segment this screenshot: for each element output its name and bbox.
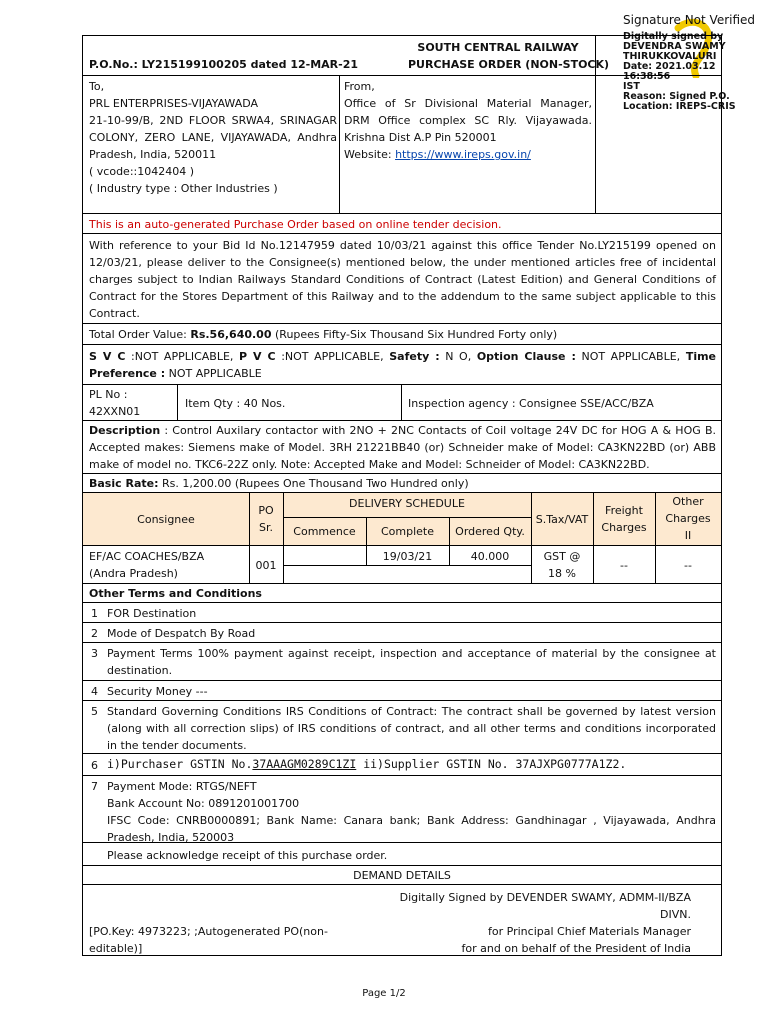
col-other-charges: Other Charges II [665,495,711,542]
description-text: : Control Auxilary contactor with 2NO + 2NC Contacts of Coil voltage 24V DC for HOG A & HOG B. Accepted makes: Siemens make of Model. 3RH 21221BB40 (or) Schneider make of Model: CA3KN22BD (or) ABB make of model no. TKC6-22Z only. Note: Accepted Make and Model: Schneider of Model: CA3KN22BD. [89,424,717,471]
ordered-qty-cell: 40.000 [470,550,510,563]
total-row [83,324,721,345]
from-block [344,78,592,163]
website-label: Website: [344,148,392,161]
signature-line: Digitally signed by [623,31,724,42]
svc-text: S V C :NOT APPLICABLE, P V C :NOT APPLICABLE, Safety : N O, Option Clause : NOT APPLICABLE, Time Preference : NOT APPLICABLE [89,350,717,380]
page-number: Page 1/2 [362,988,406,999]
total-words: (Rupees Fifty-Six Thousand Six Hundred Forty only) [275,328,558,341]
po-key: [PO.Key: 4973223; ;Autogenerated PO(non-editable)] [89,925,328,955]
header-row [83,36,721,76]
ack-row [83,843,721,866]
to-address: 21-10-99/B, 2ND FLOOR SRWA4, SRINAGAR COLONY, ZERO LANE, VIJAYAWADA, Andhra Pradesh, India, 520011 [89,114,337,161]
col-freight: Freight Charges [601,504,647,534]
col-complete: Complete [380,525,434,538]
signature-line: THIRUKKOVALURI [623,51,717,62]
gstin-text: i)Purchaser GSTIN No.37AAAGM0289C1ZI ii)Supplier GSTIN No. 37AJXPG0777A1Z2. [107,757,627,771]
svc-row [83,345,721,385]
term-row: 4 Security Money --- [83,681,721,701]
ack-text: Please acknowledge receipt of this purchase order. [107,849,388,862]
terms-title: Other Terms and Conditions [89,587,262,600]
col-stax: S.Tax/VAT [535,513,589,526]
term-row: 1 FOR Destination [83,603,721,623]
total-amount: Rs.56,640.00 [190,328,272,341]
description-row [83,421,721,474]
pl-label: PL No : [89,388,128,401]
po-number: P.O.No.: LY215199100205 dated 12-MAR-21 [89,58,359,71]
other-charges-cell: -- [684,559,692,572]
inspection-agency: Inspection agency : Consignee SSE/ACC/BZA [408,397,654,410]
from-address: Office of Sr Divisional Material Manager, DRM Office complex SC Rly. Vijayawada. Krishna Dist A.P Pin 520001 [344,97,592,144]
pl-row [83,385,721,421]
purchase-order-page [82,35,722,956]
terms-title-row [83,584,721,603]
from-label: From, [344,80,375,93]
col-delivery-schedule: DELIVERY SCHEDULE [349,497,465,510]
description-label: Description [89,424,161,437]
table-row [83,546,721,584]
signed-divn: DIVN. [660,908,691,921]
signature-line: Location: IREPS-CRIS [623,101,736,112]
term-text: Security Money --- [107,685,208,698]
signature-title: Signature Not Verified [623,13,756,27]
pl-number: 42XXN01 [89,405,141,418]
col-po-sr: PO Sr. [258,504,274,534]
demand-row [83,866,721,885]
signature-line: DEVENDRA SWAMY [623,41,726,52]
term-text: Payment Terms 100% payment against receipt, inspection and acceptance of material by the consignee at destination. [107,647,716,677]
for-president: for and on behalf of the President of India [461,942,691,955]
term-row: 2 Mode of Despatch By Road [83,623,721,643]
reference-text: With reference to your Bid Id No.12147959 dated 10/03/21 against this office Tender No.LY215199 opened on 12/03/21, please deliver to the Consignee(s) mentioned below, the under mentioned articles free of incidental charges subject to Indian Railways Standard Conditions of Contract (Latest Edition) and General Conditions of Contract for the Stores Department of this Railway and to the addendum to the same subject applicable to this Contract. [89,239,716,320]
signoff-block [83,885,721,957]
to-industry: ( Industry type : Other Industries ) [89,182,278,195]
term-row: 6 i)Purchaser GSTIN No.37AAAGM0289C1ZI ii)Supplier GSTIN No. 37AJXPG0777A1Z2. [83,754,721,776]
stax-cell: GST @ 18 % [543,550,581,580]
payment-details: Payment Mode: RTGS/NEFT Bank Account No: 0891201001700 IFSC Code: CNRB0000891; Bank Name: Canara bank; Bank Address: Gandhinagar , Vijayawada, Andhra Pradesh, India, 520003 [107,780,716,844]
signature-line: Date: 2021.03.12 16:38:56 [623,61,716,82]
col-consignee: Consignee [137,513,195,526]
signature-line: Reason: Signed P.O. [623,91,730,102]
to-vcode: ( vcode::1042404 ) [89,165,195,178]
signed-by: Digitally Signed by DEVENDER SWAMY, ADMM-II/BZA [399,891,691,904]
reference-row [83,234,721,324]
to-label: To, [89,80,105,93]
col-ordered-qty: Ordered Qty. [455,525,525,538]
basic-rate-text: Rs. 1,200.00 (Rupees One Thousand Two Hundred only) [162,477,469,490]
demand-details: DEMAND DETAILS [353,869,451,882]
basic-rate-label: Basic Rate: [89,477,159,490]
term-row: 3 Payment Terms 100% payment against receipt, inspection and acceptance of material by the consignee at destination. [83,643,721,681]
for-principal: for Principal Chief Materials Manager [488,925,691,938]
signature-line: IST [623,81,640,92]
basic-rate-row [83,474,721,493]
total-label: Total Order Value: [89,328,187,341]
org-name: SOUTH CENTRAL RAILWAY [417,41,579,54]
to-name: PRL ENTERPRISES-VIJAYAWADA [89,97,259,110]
po-type: PURCHASE ORDER (NON-STOCK) [408,58,610,71]
auto-note-row [83,214,721,234]
purchaser-gstin: 37AAAGM0289C1ZI [252,757,357,771]
website-link[interactable]: https://www.ireps.gov.in/ [395,148,531,161]
item-qty: Item Qty : 40 Nos. [185,397,286,410]
term-text: FOR Destination [107,607,197,620]
to-block [89,78,337,197]
complete-cell: 19/03/21 [382,550,433,563]
col-commence: Commence [293,525,356,538]
term-text: Mode of Despatch By Road [107,627,256,640]
po-sr-cell: 001 [255,559,277,572]
term-row: 7 Payment Mode: RTGS/NEFT Bank Account No: 0891201001700 IFSC Code: CNRB0000891; Bank Name: Canara bank; Bank Address: Gandhinagar , Vijayawada, Andhra Pradesh, India, 520003 [83,776,721,843]
freight-cell: -- [620,559,628,572]
table-header [83,493,721,546]
consignee-cell: EF/AC COACHES/BZA (Andra Pradesh) [89,550,205,580]
term-row: 5 Standard Governing Conditions IRS Conditions of Contract: The contract shall be governed by latest version (along with all correction slips) of IRS conditions of contract, and all other terms and conditions incorporated in the tender documents. [83,701,721,754]
auto-note: This is an auto-generated Purchase Order based on online tender decision. [89,218,502,231]
address-row [83,76,721,214]
term-text: Standard Governing Conditions IRS Conditions of Contract: The contract shall be governed by latest version (along with all correction slips) of IRS conditions of contract, and all other terms and conditions incorporated in the tender documents. [107,705,716,752]
